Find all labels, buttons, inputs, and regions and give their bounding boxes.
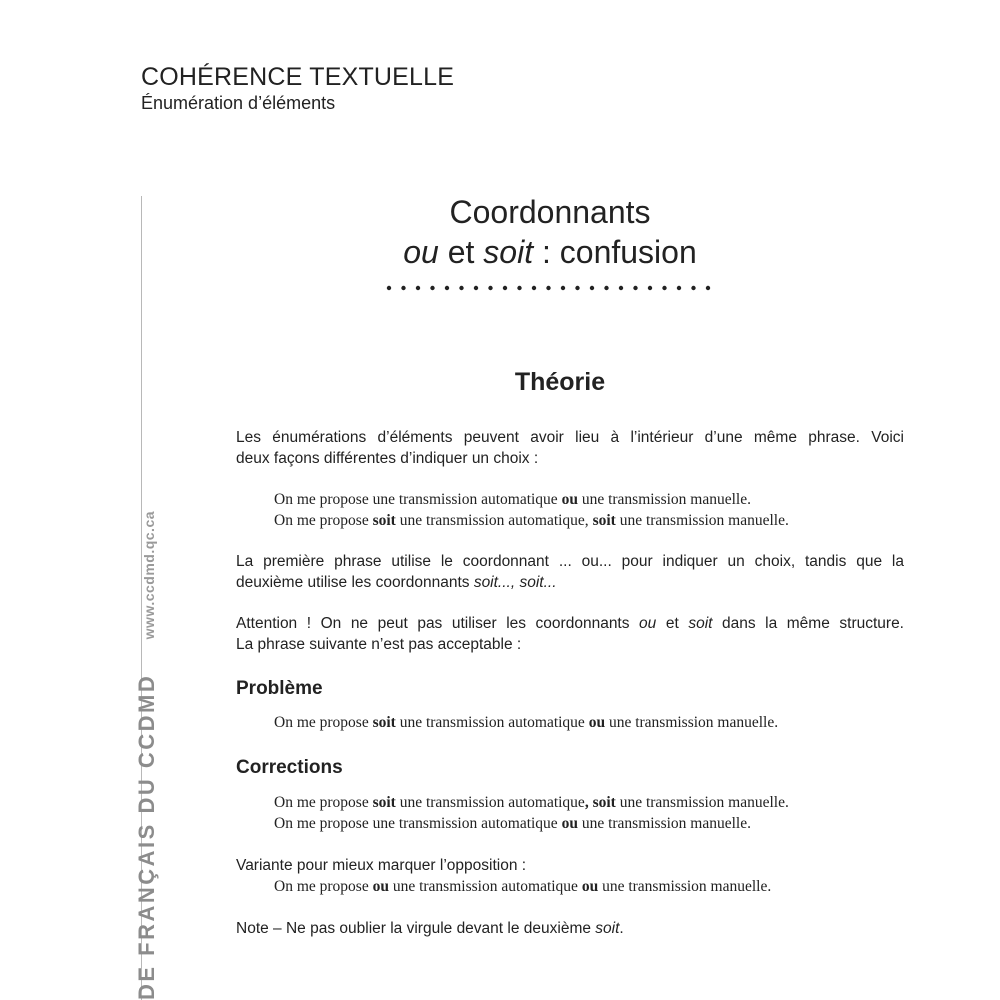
page-title xyxy=(340,192,760,272)
chapter-title: COHÉRENCE TEXTUELLE xyxy=(141,63,455,91)
theory-warning-line2: La phrase suivante n’est pas acceptable : xyxy=(236,636,522,653)
correction-example-1: On me propose soit une transmission automatique, soit une transmission manuelle. xyxy=(274,794,789,811)
theory-example-2: On me propose soit une transmission automatique, soit une transmission manuelle. xyxy=(274,512,789,529)
variant-example: On me propose ou une transmission automatique ou une transmission manuelle. xyxy=(274,878,772,895)
sidebar-vertical-text xyxy=(134,511,160,1000)
note-line: Note – Ne pas oublier la virgule devant le deuxième soit. xyxy=(236,920,624,937)
chapter-subtitle: Énumération d’éléments xyxy=(141,93,336,113)
problem-example: On me propose soit une transmission automatique ou une transmission manuelle. xyxy=(274,714,779,731)
section-heading-theory: Théorie xyxy=(514,368,606,396)
sidebar-url[interactable]: www.ccdmd.qc.ca xyxy=(141,510,157,640)
sidebar-brand: DE FRANÇAIS DU CCDMD xyxy=(134,673,159,1000)
title-word-soit: soit xyxy=(483,234,534,270)
theory-explain-line1: La première phrase utilise le coordonnant ... ou... pour indiquer un choix, tandis que la xyxy=(236,553,904,570)
theory-example-1: On me propose une transmission automatique ou une transmission manuelle. xyxy=(274,491,751,508)
section-heading-problem: Problème xyxy=(236,678,323,699)
theory-intro-line1: Les énumérations d’éléments peuvent avoir lieu à l’intérieur d’une même phrase. Voici xyxy=(236,429,904,446)
section-heading-corrections: Corrections xyxy=(236,757,343,778)
page-title-line1: Coordonnants xyxy=(449,194,651,230)
title-word-et: et xyxy=(438,234,484,270)
page-title-line2 xyxy=(340,232,760,272)
theory-explain-line2: deuxième utilise les coordonnants soit..., soit... xyxy=(236,574,557,591)
theory-warning-line1: Attention ! On ne peut pas utiliser les coordonnants ou et soit dans la même structure. xyxy=(236,615,904,632)
variant-label: Variante pour mieux marquer l’opposition : xyxy=(236,857,527,874)
title-word-confusion: : confusion xyxy=(533,234,697,270)
correction-example-2: On me propose une transmission automatique ou une transmission manuelle. xyxy=(274,815,751,832)
document-header xyxy=(141,62,454,114)
title-dotted-divider xyxy=(386,285,712,291)
title-word-ou: ou xyxy=(403,234,439,270)
theory-intro-line2: deux façons différentes d’indiquer un choix : xyxy=(236,450,539,467)
